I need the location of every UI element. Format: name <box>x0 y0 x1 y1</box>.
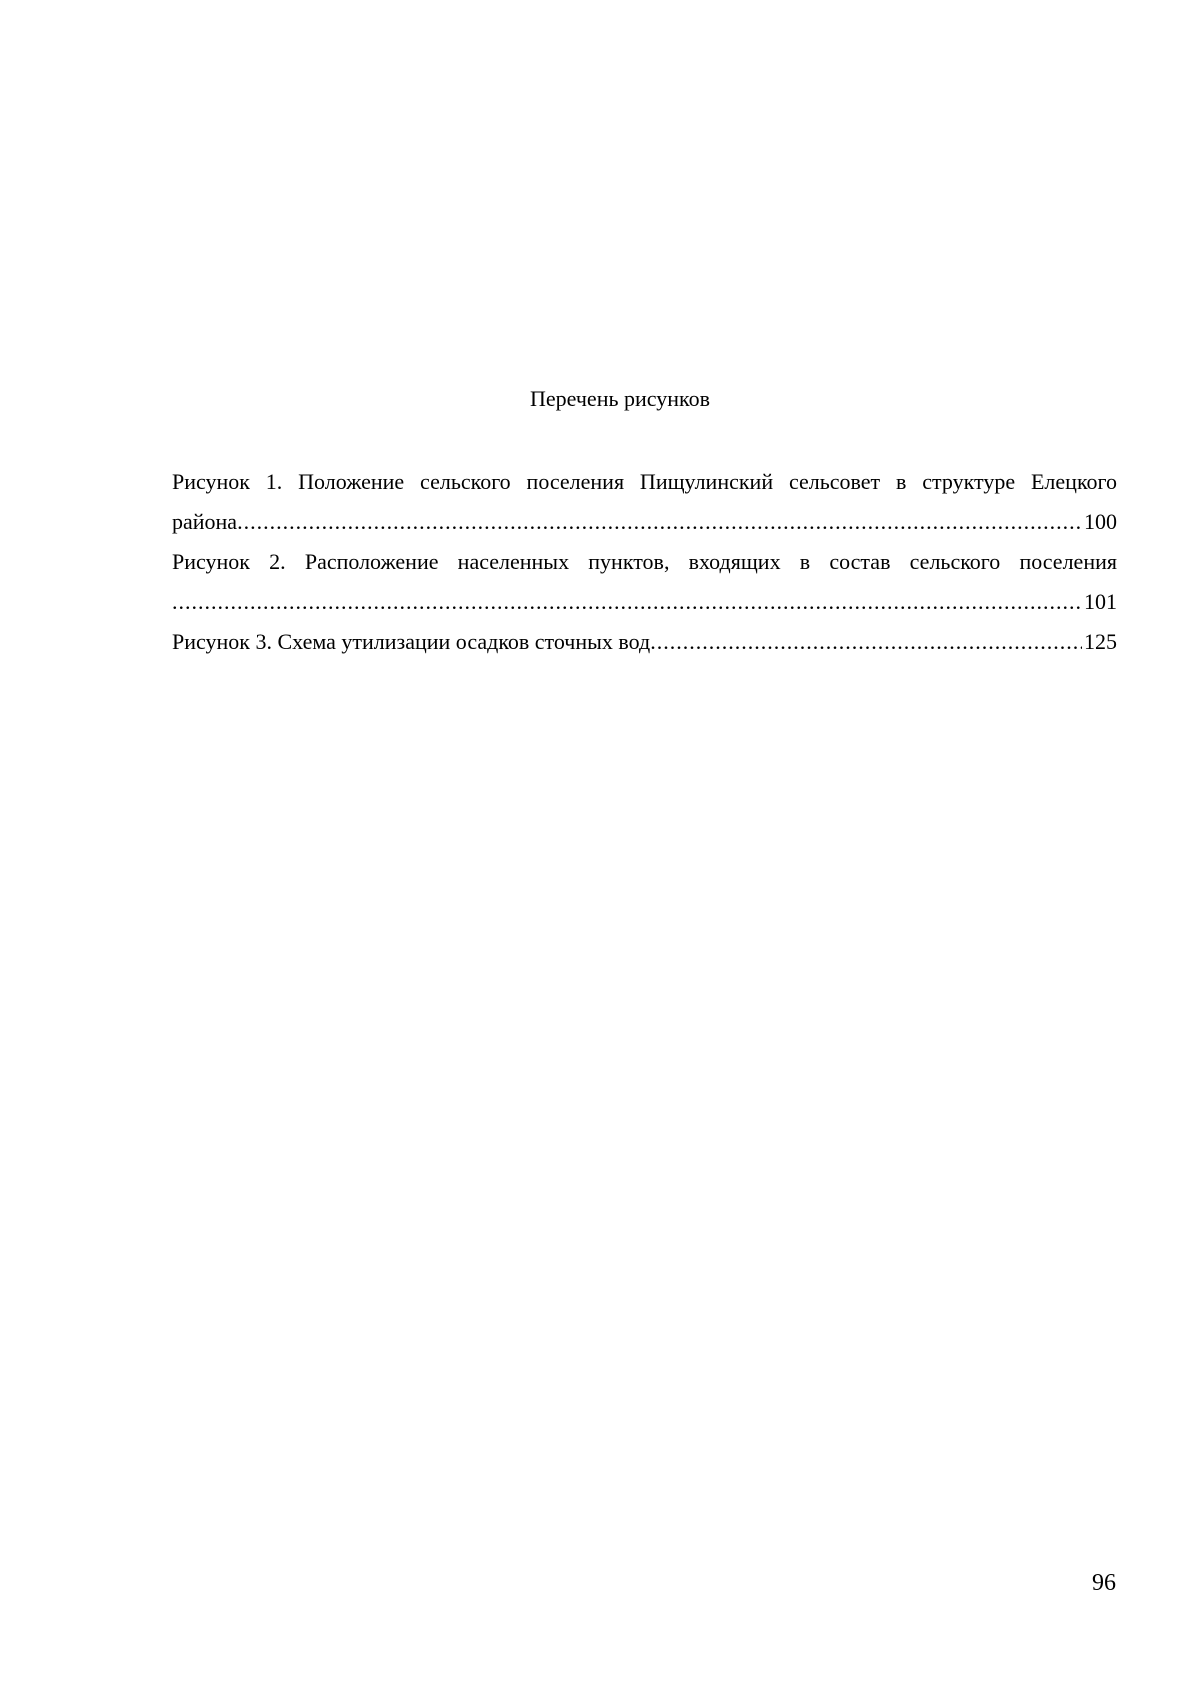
figure-entry-3-page: 125 <box>1084 629 1117 654</box>
figure-entry-1-page: 100 <box>1084 509 1117 534</box>
figure-list <box>172 462 1117 662</box>
figure-entry-1[interactable] <box>172 462 1117 542</box>
page-number: 96 <box>1092 1570 1116 1596</box>
dot-leader <box>237 502 1082 542</box>
figure-entry-2-caption: Рисунок 2. Расположение населенных пунктов, входящих в состав сельского поселения <box>172 549 1117 574</box>
figure-entry-2[interactable] <box>172 542 1117 622</box>
figure-entry-1-leader <box>172 502 1117 542</box>
page-title: Перечень рисунков <box>530 386 710 411</box>
figure-entry-1-caption-end: района <box>172 509 238 534</box>
dot-leader <box>650 622 1082 662</box>
figure-entry-1-caption: Рисунок 1. Положение сельского поселения Пищулинский сельсовет в структуре Елецкого <box>172 469 1117 494</box>
figure-entry-3-caption: Рисунок 3. Схема утилизации осадков сточных вод <box>172 629 651 654</box>
dot-leader <box>172 582 1082 622</box>
figure-entry-3[interactable] <box>172 622 1117 662</box>
figure-entry-2-leader <box>172 582 1117 622</box>
figure-entry-3-leader <box>172 622 1117 662</box>
figure-entry-2-page: 101 <box>1084 589 1117 614</box>
